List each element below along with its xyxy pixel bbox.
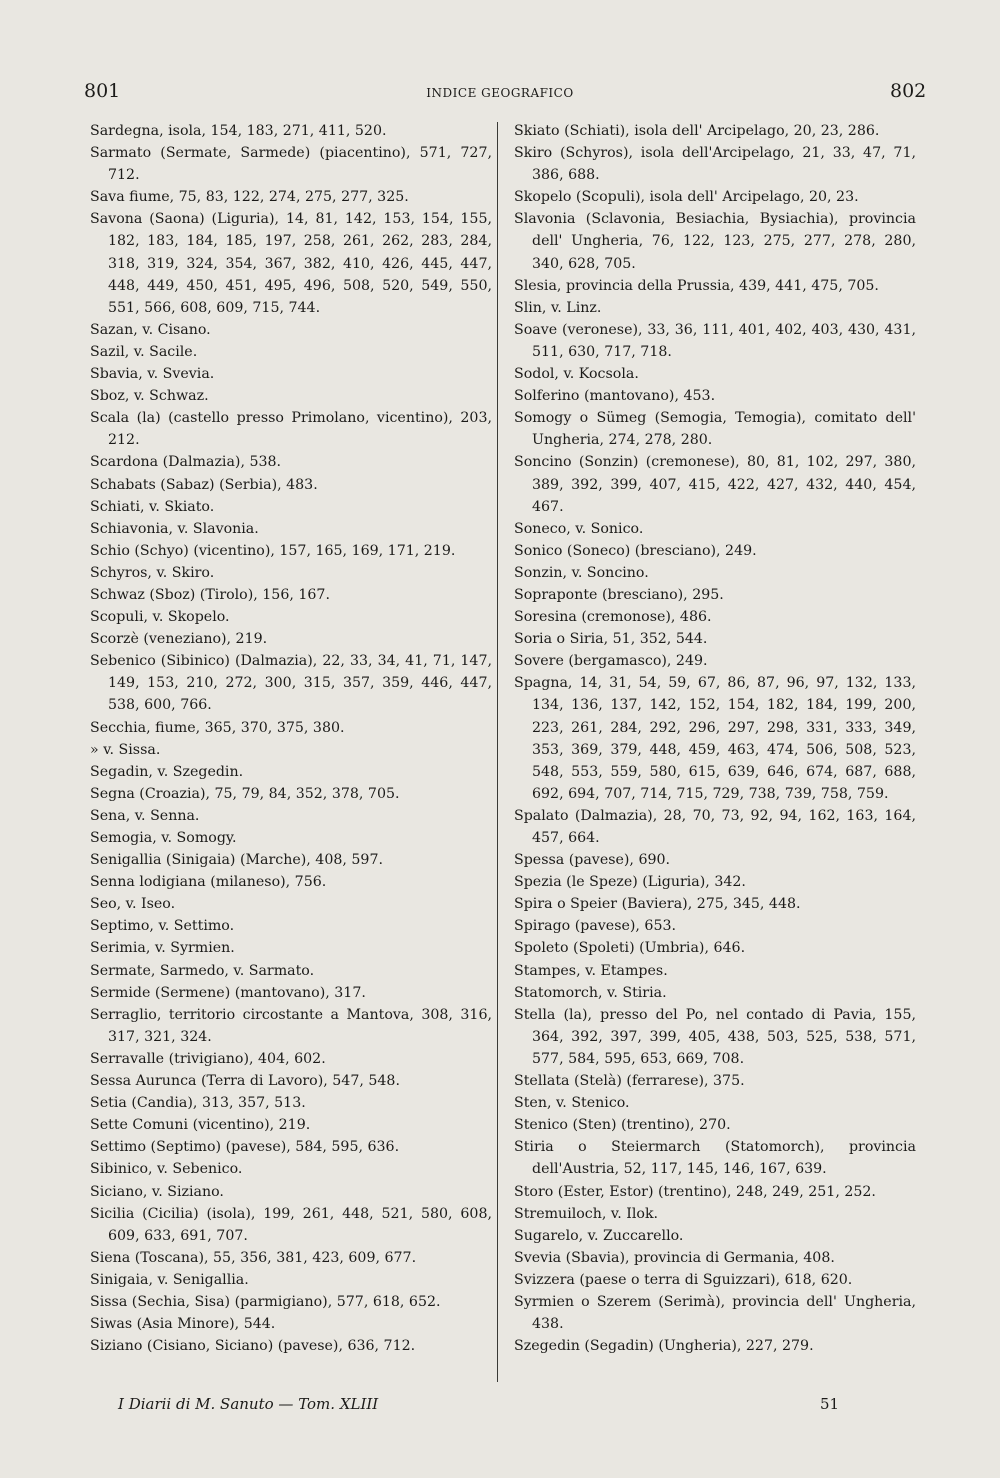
index-entry: Scala (la) (castello presso Primolano, vicentino), 203, 212. [90, 410, 492, 449]
index-entry: Siziano (Cisiano, Siciano) (pavese), 636, 712. [90, 1338, 416, 1355]
index-entry: Stremuiloch, v. Ilok. [514, 1205, 659, 1222]
index-entry: Sodol, v. Kocsola. [514, 366, 639, 383]
index-entry: Sarmato (Sermate, Sarmede) (piacentino), 571, 727, 712. [90, 145, 492, 184]
index-entry: Schiavonia, v. Slavonia. [90, 520, 259, 537]
index-entry: Savona (Saona) (Liguria), 14, 81, 142, 153, 154, 155, 182, 183, 184, 185, 197, 258, 261, 262, 283, 284, 318, 319, 324, 354, 367, 382, 410, 426, 445, 447, 448, 449, 450, 451, 495, 496, 508, 520, 549, 550, 551, 566, 608, 609, 715, 744. [90, 211, 492, 316]
index-entry: Setia (Candia), 313, 357, 513. [90, 1095, 306, 1112]
index-entry: Spalato (Dalmazia), 28, 70, 73, 92, 94, 162, 163, 164, 457, 664. [514, 807, 916, 846]
index-entry: Septimo, v. Settimo. [90, 918, 235, 935]
index-entry: Scopuli, v. Skopelo. [90, 609, 230, 626]
index-entry: Stenico (Sten) (trentino), 270. [514, 1117, 731, 1134]
index-entry: Schio (Schyo) (vicentino), 157, 165, 169, 171, 219. [90, 542, 456, 559]
index-entry: Slesia, provincia della Prussia, 439, 441, 475, 705. [514, 277, 879, 294]
index-entry: Soneco, v. Sonico. [514, 520, 644, 537]
index-entry: Sessa Aurunca (Terra di Lavoro), 547, 548. [90, 1073, 400, 1090]
index-entry: Soave (veronese), 33, 36, 111, 401, 402, 403, 430, 431, 511, 630, 717, 718. [514, 321, 916, 360]
index-entry: Skiro (Schyros), isola dell'Arcipelago, 21, 33, 47, 71, 386, 688. [514, 145, 916, 184]
index-entry: Sena, v. Senna. [90, 807, 200, 824]
index-entry: Seo, v. Iseo. [90, 896, 176, 913]
index-entry: Secchia, fiume, 365, 370, 375, 380. [90, 719, 345, 736]
index-entry: Senigallia (Sinigaia) (Marche), 408, 597. [90, 852, 383, 869]
index-entry: Settimo (Septimo) (pavese), 584, 595, 636. [90, 1139, 400, 1156]
index-entry: Sopraponte (bresciano), 295. [514, 586, 724, 603]
index-entry: Schabats (Sabaz) (Serbia), 483. [90, 476, 318, 493]
index-entry: Sardegna, isola, 154, 183, 271, 411, 520. [90, 123, 387, 139]
column-divider [497, 122, 498, 1382]
page-number-left: 801 [84, 80, 121, 102]
index-entry: Siena (Toscana), 55, 356, 381, 423, 609, 677. [90, 1249, 417, 1266]
index-entry: Soresina (cremonose), 486. [514, 609, 712, 626]
index-entry: Schyros, v. Skiro. [90, 564, 215, 581]
index-entry: Sten, v. Stenico. [514, 1095, 630, 1112]
index-entry: Solferino (mantovano), 453. [514, 388, 716, 405]
index-entry: Sonzin, v. Soncino. [514, 564, 649, 581]
index-entry: Spoleto (Spoleti) (Umbria), 646. [514, 940, 746, 957]
page-footer [0, 1395, 1000, 1423]
index-entry: Sonico (Soneco) (bresciano), 249. [514, 542, 757, 559]
index-column-left [90, 120, 492, 1357]
index-entry: Spezia (le Speze) (Liguria), 342. [514, 874, 746, 891]
index-entry: Serraglio, territorio circostante a Mantova, 308, 316, 317, 321, 324. [90, 1006, 492, 1045]
index-entry: Scorzè (veneziano), 219. [90, 631, 268, 648]
index-entry: Segna (Croazia), 75, 79, 84, 352, 378, 705. [90, 785, 400, 802]
index-column-right [514, 120, 916, 1357]
index-entry: Statomorch, v. Stiria. [514, 984, 667, 1001]
index-entry: Skiato (Schiati), isola dell' Arcipelago, 20, 23, 286. [514, 123, 880, 139]
index-entry: Stella (la), presso del Po, nel contado di Pavia, 155, 364, 392, 397, 399, 405, 438, 503, 525, 538, 571, 577, 584, 595, 653, 669, 708. [514, 1006, 916, 1067]
index-entry: Siciano, v. Siziano. [90, 1183, 224, 1200]
index-entry: Slin, v. Linz. [514, 299, 602, 316]
index-entry: Svevia (Sbavia), provincia di Germania, 408. [514, 1249, 835, 1266]
index-entry: Sava fiume, 75, 83, 122, 274, 275, 277, 325. [90, 189, 409, 206]
index-entry: Sazil, v. Sacile. [90, 343, 198, 360]
index-entry: Scardona (Dalmazia), 538. [90, 454, 282, 471]
signature-number: 51 [820, 1395, 840, 1413]
index-entry: Skopelo (Scopuli), isola dell' Arcipelago, 20, 23. [514, 189, 859, 206]
index-entry: Sbavia, v. Svevia. [90, 366, 215, 383]
index-entry: Spira o Speier (Baviera), 275, 345, 448. [514, 896, 801, 913]
index-entry: Sboz, v. Schwaz. [90, 388, 209, 405]
index-entry: Soria o Siria, 51, 352, 544. [514, 631, 708, 648]
index-entry: Serimia, v. Syrmien. [90, 940, 235, 957]
signature-line: I Diarii di M. Sanuto — Tom. XLIII [118, 1395, 379, 1413]
index-entry: Sugarelo, v. Zuccarello. [514, 1227, 684, 1244]
index-entry: Sette Comuni (vicentino), 219. [90, 1117, 311, 1134]
index-entry: Spessa (pavese), 690. [514, 852, 671, 869]
index-entry: Stampes, v. Etampes. [514, 962, 668, 979]
index-entry: Senna lodigiana (milaneso), 756. [90, 874, 327, 891]
index-entry: Syrmien o Szerem (Serimà), provincia dell' Ungheria, 438. [514, 1293, 916, 1333]
index-entry: Soncino (Sonzin) (cremonese), 80, 81, 102, 297, 380, 389, 392, 399, 407, 415, 422, 427, 432, 440, 454, 467. [514, 454, 916, 515]
index-entry: Svizzera (paese o terra di Sguizzari), 618, 620. [514, 1271, 853, 1288]
index-entry: Slavonia (Sclavonia, Besiachia, Bysiachia), provincia dell' Ungheria, 76, 122, 123, 275, 277, 278, 280, 340, 628, 705. [514, 211, 916, 272]
index-entry: Spagna, 14, 31, 54, 59, 67, 86, 87, 96, 97, 132, 133, 134, 136, 137, 142, 152, 154, 182, 184, 199, 200, 223, 261, 284, 292, 296, 297, 298, 331, 333, 349, 353, 369, 379, 448, 459, 463, 474, 506, 508, 523, 548, 553, 559, 580, 615, 639, 646, 674, 687, 688, 692, 694, 707, 714, 715, 729, 738, 739, 758, 759. [514, 675, 916, 802]
index-entry: Sermate, Sarmedo, v. Sarmato. [90, 962, 315, 979]
index-entry: Sicilia (Cicilia) (isola), 199, 261, 448, 521, 580, 608, 609, 633, 691, 707. [90, 1205, 492, 1244]
index-entry: Sibinico, v. Sebenico. [90, 1161, 243, 1178]
index-entry: Szegedin (Segadin) (Ungheria), 227, 279. [514, 1338, 814, 1355]
index-entry: Sermide (Sermene) (mantovano), 317. [90, 984, 366, 1001]
index-entry: Spirago (pavese), 653. [514, 918, 677, 935]
index-entry: Stiria o Steiermarch (Statomorch), provincia dell'Austria, 52, 117, 145, 146, 167, 639. [514, 1139, 916, 1178]
index-entry: Serravalle (trivigiano), 404, 602. [90, 1050, 326, 1067]
page-header [0, 80, 1000, 110]
index-entry: » v. Sissa. [90, 741, 161, 758]
index-entry: Sissa (Sechia, Sisa) (parmigiano), 577, 618, 652. [90, 1293, 441, 1310]
index-entry: Semogia, v. Somogy. [90, 830, 237, 846]
index-entry: Schiati, v. Skiato. [90, 498, 215, 515]
index-entry: Stellata (Stelà) (ferrarese), 375. [514, 1073, 745, 1090]
index-entry: Storo (Ester, Estor) (trentino), 248, 249, 251, 252. [514, 1183, 876, 1200]
page-number-right: 802 [890, 80, 927, 102]
index-entry: Schwaz (Sboz) (Tirolo), 156, 167. [90, 586, 330, 603]
index-entry: Sinigaia, v. Senigallia. [90, 1271, 249, 1288]
index-entry: Sazan, v. Cisano. [90, 321, 211, 338]
index-entry: Somogy o Sümeg (Semogia, Temogia), comitato dell' Ungheria, 274, 278, 280. [514, 410, 916, 449]
index-entry: Sovere (bergamasco), 249. [514, 653, 708, 670]
index-entry: Sebenico (Sibinico) (Dalmazia), 22, 33, 34, 41, 71, 147, 149, 153, 210, 272, 300, 315, 357, 359, 446, 447, 538, 600, 766. [90, 653, 492, 714]
running-title: INDICE GEOGRAFICO [426, 86, 574, 100]
index-entry: Siwas (Asia Minore), 544. [90, 1316, 276, 1333]
index-entry: Segadin, v. Szegedin. [90, 763, 244, 780]
